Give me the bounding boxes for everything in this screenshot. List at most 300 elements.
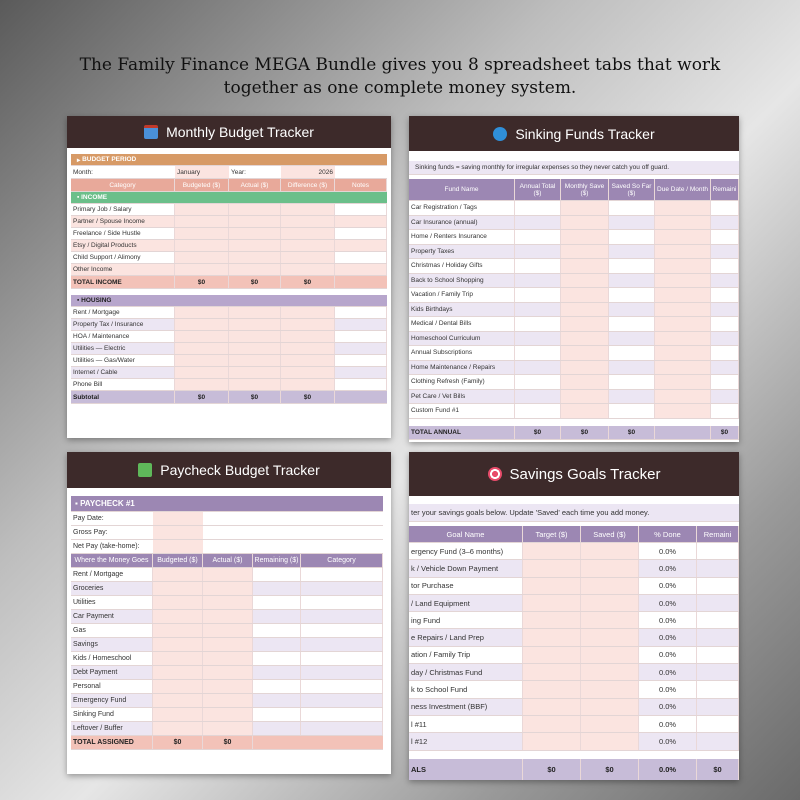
input-cell[interactable] (301, 624, 383, 637)
input-cell[interactable] (229, 252, 281, 263)
input-cell (697, 699, 739, 715)
input-cell[interactable] (581, 595, 639, 611)
input-cell[interactable] (561, 317, 609, 331)
input-cell[interactable] (655, 346, 711, 360)
input-cell[interactable] (301, 652, 383, 665)
input-cell (697, 543, 739, 559)
input-cell[interactable] (175, 264, 229, 275)
input-cell[interactable] (281, 343, 335, 354)
input-cell[interactable] (153, 680, 203, 693)
row-label: ation / Family Trip (409, 647, 523, 663)
input-cell[interactable] (203, 722, 253, 735)
column-header: Budgeted ($) (153, 554, 203, 567)
input-cell[interactable] (523, 612, 581, 628)
input-cell[interactable] (609, 230, 655, 244)
input-cell[interactable] (581, 629, 639, 645)
input-cell[interactable] (301, 708, 383, 721)
input-cell[interactable] (515, 404, 561, 418)
table-row (409, 201, 739, 216)
input-cell[interactable] (253, 652, 301, 665)
input-cell[interactable] (253, 596, 301, 609)
input-cell[interactable] (561, 274, 609, 288)
input-cell[interactable] (229, 204, 281, 215)
input-cell[interactable] (711, 317, 739, 331)
input-cell[interactable] (609, 274, 655, 288)
row-label: Property Tax / Insurance (71, 319, 175, 330)
input-cell[interactable] (655, 274, 711, 288)
input-cell[interactable] (711, 390, 739, 404)
input-cell[interactable] (515, 245, 561, 259)
row-label: Freelance / Side Hustle (71, 228, 175, 239)
target-icon (488, 467, 502, 481)
field-input[interactable] (153, 512, 203, 525)
input-cell[interactable] (229, 367, 281, 378)
monthly-column-headers (71, 179, 387, 192)
column-header: Target ($) (523, 526, 581, 542)
input-cell[interactable] (253, 708, 301, 721)
input-cell[interactable] (335, 228, 387, 239)
input-cell[interactable] (711, 288, 739, 302)
percent-cell: 0.0% (639, 595, 697, 611)
input-cell[interactable] (609, 201, 655, 215)
input-cell[interactable] (229, 264, 281, 275)
input-cell[interactable] (609, 259, 655, 273)
input-cell[interactable] (301, 610, 383, 623)
input-cell[interactable] (581, 647, 639, 663)
input-cell[interactable] (229, 343, 281, 354)
input-cell[interactable] (175, 319, 229, 330)
table-row (409, 259, 739, 274)
table-row (409, 230, 739, 245)
housing-total-row (71, 391, 387, 404)
budget-period-row (71, 154, 387, 166)
input-cell[interactable] (561, 245, 609, 259)
input-cell (697, 733, 739, 749)
paycheck-panel (67, 452, 391, 774)
input-cell[interactable] (655, 230, 711, 244)
input-cell[interactable] (581, 543, 639, 559)
input-cell[interactable] (609, 404, 655, 418)
input-cell[interactable] (561, 361, 609, 375)
input-cell[interactable] (203, 568, 253, 581)
input-cell[interactable] (175, 240, 229, 251)
input-cell[interactable] (281, 264, 335, 275)
input-cell[interactable] (335, 331, 387, 342)
input-cell[interactable] (301, 568, 383, 581)
input-cell[interactable] (711, 361, 739, 375)
input-cell[interactable] (523, 647, 581, 663)
input-cell[interactable] (153, 596, 203, 609)
input-cell[interactable] (515, 230, 561, 244)
column-header: Category (71, 179, 175, 191)
input-cell[interactable] (609, 288, 655, 302)
input-cell[interactable] (581, 560, 639, 576)
input-cell[interactable] (335, 264, 387, 275)
input-cell[interactable] (335, 343, 387, 354)
input-cell[interactable] (229, 379, 281, 390)
input-cell[interactable] (581, 733, 639, 749)
input-cell[interactable] (175, 343, 229, 354)
input-cell[interactable] (153, 708, 203, 721)
input-cell[interactable] (581, 699, 639, 715)
input-cell[interactable] (523, 699, 581, 715)
row-label: Gas (71, 624, 153, 637)
input-cell[interactable] (281, 252, 335, 263)
total-cell: Subtotal (71, 391, 175, 403)
input-cell[interactable] (655, 303, 711, 317)
column-header: Category (301, 554, 383, 567)
table-row (71, 596, 383, 610)
input-cell[interactable] (561, 303, 609, 317)
row-label: tor Purchase (409, 578, 523, 594)
input-cell[interactable] (581, 612, 639, 628)
input-cell[interactable] (153, 694, 203, 707)
input-cell[interactable] (281, 216, 335, 227)
input-cell[interactable] (175, 331, 229, 342)
input-cell (697, 664, 739, 680)
input-cell[interactable] (711, 274, 739, 288)
input-cell[interactable] (609, 332, 655, 346)
input-cell[interactable] (301, 666, 383, 679)
input-cell[interactable] (253, 610, 301, 623)
paycheck-fields (71, 512, 383, 554)
input-cell[interactable] (301, 722, 383, 735)
input-cell[interactable] (711, 332, 739, 346)
input-cell[interactable] (281, 228, 335, 239)
table-row (71, 355, 387, 367)
input-cell[interactable] (655, 390, 711, 404)
total-cell: $0 (609, 426, 655, 439)
input-cell (697, 612, 739, 628)
table-row (409, 578, 739, 595)
input-cell[interactable] (711, 404, 739, 418)
input-cell[interactable] (301, 694, 383, 707)
input-cell[interactable] (153, 610, 203, 623)
input-cell[interactable] (229, 355, 281, 366)
input-cell[interactable] (175, 252, 229, 263)
input-cell[interactable] (175, 367, 229, 378)
input-cell[interactable] (335, 240, 387, 251)
field-label: Pay Date: (73, 515, 104, 522)
input-cell[interactable] (175, 228, 229, 239)
input-cell[interactable] (515, 201, 561, 215)
paycheck-field-row (71, 526, 383, 540)
input-cell[interactable] (153, 582, 203, 595)
savings-column-headers (409, 526, 739, 543)
row-label: Annual Subscriptions (409, 346, 515, 360)
table-row (409, 361, 739, 376)
input-cell[interactable] (581, 716, 639, 732)
input-cell[interactable] (711, 259, 739, 273)
input-cell[interactable] (203, 708, 253, 721)
input-cell[interactable] (711, 375, 739, 389)
table-row (71, 252, 387, 264)
input-cell[interactable] (203, 624, 253, 637)
input-cell[interactable] (253, 568, 301, 581)
input-cell[interactable] (281, 379, 335, 390)
row-label: Homeschool Curriculum (409, 332, 515, 346)
table-row (71, 331, 387, 343)
row-label: Car Insurance (annual) (409, 216, 515, 230)
input-cell[interactable] (515, 390, 561, 404)
row-label: Personal (71, 680, 153, 693)
input-cell[interactable] (335, 379, 387, 390)
input-cell[interactable] (175, 307, 229, 318)
input-cell[interactable] (523, 560, 581, 576)
input-cell[interactable] (523, 595, 581, 611)
input-cell[interactable] (515, 375, 561, 389)
input-cell[interactable] (229, 216, 281, 227)
input-cell[interactable] (203, 694, 253, 707)
total-cell (655, 426, 711, 439)
table-row (409, 681, 739, 698)
input-cell[interactable] (523, 681, 581, 697)
table-row (71, 666, 383, 680)
column-header: Saved So Far ($) (609, 179, 655, 200)
input-cell[interactable] (515, 259, 561, 273)
input-cell[interactable] (609, 317, 655, 331)
input-cell[interactable] (655, 361, 711, 375)
input-cell[interactable] (561, 375, 609, 389)
input-cell[interactable] (523, 543, 581, 559)
savings-total-row (409, 759, 739, 780)
input-cell[interactable] (609, 216, 655, 230)
row-label: Primary Job / Salary (71, 204, 175, 215)
savings-note: ter your savings goals below. Update 'Saved' each time you add money. (411, 508, 650, 517)
input-cell[interactable] (609, 245, 655, 259)
table-row (409, 647, 739, 664)
savings-note-row (409, 504, 739, 522)
input-cell[interactable] (609, 375, 655, 389)
input-cell[interactable] (203, 638, 253, 651)
monthly-budget-title: Monthly Budget Tracker (166, 124, 314, 140)
input-cell[interactable] (203, 666, 253, 679)
input-cell[interactable] (515, 288, 561, 302)
row-label: ing Fund (409, 612, 523, 628)
input-cell[interactable] (711, 346, 739, 360)
input-cell[interactable] (153, 624, 203, 637)
sinking-funds-panel (409, 116, 739, 442)
input-cell[interactable] (561, 346, 609, 360)
input-cell[interactable] (609, 303, 655, 317)
table-row (409, 543, 739, 560)
input-cell[interactable] (253, 638, 301, 651)
table-row (71, 379, 387, 391)
column-header: Actual ($) (229, 179, 281, 191)
table-row (409, 317, 739, 332)
input-cell[interactable] (655, 259, 711, 273)
table-row (409, 346, 739, 361)
input-cell[interactable] (523, 733, 581, 749)
calendar-icon (144, 125, 158, 139)
input-cell[interactable] (523, 578, 581, 594)
table-row (71, 307, 387, 319)
row-label: k to School Fund (409, 681, 523, 697)
input-cell[interactable] (581, 681, 639, 697)
input-cell[interactable] (175, 216, 229, 227)
total-cell: 0.0% (639, 759, 697, 780)
paycheck-field-row (71, 512, 383, 526)
column-header: Remaini (711, 179, 739, 200)
input-cell[interactable] (335, 204, 387, 215)
input-cell[interactable] (281, 307, 335, 318)
total-cell: $0 (697, 759, 739, 780)
input-cell[interactable] (515, 317, 561, 331)
input-cell[interactable] (561, 288, 609, 302)
input-cell[interactable] (229, 240, 281, 251)
input-cell[interactable] (229, 228, 281, 239)
input-cell[interactable] (655, 288, 711, 302)
sinking-funds-title: Sinking Funds Tracker (515, 125, 655, 142)
input-cell[interactable] (281, 204, 335, 215)
input-cell[interactable] (561, 390, 609, 404)
total-cell: $0 (581, 759, 639, 780)
input-cell[interactable] (175, 355, 229, 366)
table-row (409, 332, 739, 347)
input-cell (697, 578, 739, 594)
input-cell[interactable] (153, 568, 203, 581)
input-cell[interactable] (253, 694, 301, 707)
row-label: Rent / Mortgage (71, 568, 153, 581)
input-cell[interactable] (203, 680, 253, 693)
row-label: Property Taxes (409, 245, 515, 259)
row-label: Leftover / Buffer (71, 722, 153, 735)
input-cell[interactable] (253, 624, 301, 637)
input-cell[interactable] (655, 375, 711, 389)
input-cell[interactable] (711, 230, 739, 244)
input-cell[interactable] (655, 317, 711, 331)
input-cell[interactable] (253, 666, 301, 679)
row-label: ergency Fund (3–6 months) (409, 543, 523, 559)
input-cell[interactable] (335, 367, 387, 378)
input-cell[interactable] (523, 664, 581, 680)
input-cell[interactable] (581, 664, 639, 680)
input-cell[interactable] (655, 201, 711, 215)
column-header: Remaining ($) (253, 554, 301, 567)
input-cell[interactable] (175, 379, 229, 390)
input-cell[interactable] (711, 245, 739, 259)
input-cell[interactable] (253, 722, 301, 735)
input-cell[interactable] (561, 230, 609, 244)
input-cell[interactable] (253, 680, 301, 693)
input-cell[interactable] (301, 680, 383, 693)
table-row (409, 288, 739, 303)
input-cell[interactable] (561, 259, 609, 273)
input-cell[interactable] (153, 652, 203, 665)
headline: The Family Finance MEGA Bundle gives you 8 spreadsheet tabs that work together as one complete money system. (79, 55, 721, 98)
input-cell[interactable] (281, 355, 335, 366)
input-cell[interactable] (711, 201, 739, 215)
input-cell[interactable] (203, 610, 253, 623)
total-cell: $0 (523, 759, 581, 780)
input-cell[interactable] (561, 201, 609, 215)
input-cell[interactable] (655, 245, 711, 259)
input-cell[interactable] (281, 331, 335, 342)
input-cell[interactable] (523, 629, 581, 645)
percent-cell: 0.0% (639, 664, 697, 680)
input-cell[interactable] (301, 638, 383, 651)
input-cell[interactable] (655, 404, 711, 418)
table-row (409, 612, 739, 629)
input-cell[interactable] (203, 596, 253, 609)
input-cell[interactable] (581, 578, 639, 594)
column-header: Due Date / Month (655, 179, 711, 200)
housing-section-row (71, 295, 387, 307)
input-cell (697, 647, 739, 663)
sinking-total-row (409, 426, 739, 440)
field-input[interactable] (153, 540, 203, 553)
input-cell[interactable] (301, 596, 383, 609)
input-cell[interactable] (515, 332, 561, 346)
input-cell[interactable] (655, 216, 711, 230)
input-cell[interactable] (335, 216, 387, 227)
input-cell[interactable] (609, 346, 655, 360)
input-cell[interactable] (335, 319, 387, 330)
input-cell[interactable] (561, 216, 609, 230)
month-field[interactable]: January (175, 166, 229, 178)
input-cell[interactable] (153, 666, 203, 679)
input-cell[interactable] (175, 204, 229, 215)
input-cell[interactable] (253, 582, 301, 595)
row-label: Sinking Fund (71, 708, 153, 721)
input-cell[interactable] (153, 638, 203, 651)
input-cell[interactable] (281, 367, 335, 378)
input-cell[interactable] (281, 319, 335, 330)
input-cell[interactable] (229, 331, 281, 342)
input-cell[interactable] (281, 240, 335, 251)
input-cell[interactable] (711, 303, 739, 317)
savings-rows (409, 543, 739, 751)
input-cell[interactable] (229, 319, 281, 330)
input-cell[interactable] (515, 346, 561, 360)
row-label: Phone Bill (71, 379, 175, 390)
total-cell: $0 (229, 276, 281, 288)
table-row (71, 568, 383, 582)
row-label: Pet Care / Vet Bills (409, 390, 515, 404)
input-cell[interactable] (655, 332, 711, 346)
input-cell[interactable] (515, 216, 561, 230)
row-label: Custom Fund #1 (409, 404, 515, 418)
input-cell[interactable] (335, 252, 387, 263)
input-cell[interactable] (515, 274, 561, 288)
input-cell[interactable] (515, 361, 561, 375)
input-cell[interactable] (609, 361, 655, 375)
row-label: Car Payment (71, 610, 153, 623)
row-label: Utilities (71, 596, 153, 609)
input-cell[interactable] (229, 307, 281, 318)
input-cell[interactable] (153, 722, 203, 735)
total-cell: $0 (561, 426, 609, 439)
input-cell[interactable] (561, 404, 609, 418)
input-cell[interactable] (711, 216, 739, 230)
field-input[interactable] (153, 526, 203, 539)
table-row (409, 375, 739, 390)
input-cell[interactable] (301, 582, 383, 595)
input-cell[interactable] (203, 652, 253, 665)
input-cell[interactable] (203, 582, 253, 595)
input-cell (697, 595, 739, 611)
input-cell[interactable] (335, 355, 387, 366)
total-cell: $0 (203, 736, 253, 749)
year-field[interactable]: 2026 (281, 166, 335, 178)
input-cell[interactable] (609, 390, 655, 404)
input-cell[interactable] (523, 716, 581, 732)
input-cell[interactable] (561, 332, 609, 346)
table-row (71, 367, 387, 379)
row-label: Utilities — Gas/Water (71, 355, 175, 366)
input-cell[interactable] (515, 303, 561, 317)
input-cell[interactable] (335, 307, 387, 318)
